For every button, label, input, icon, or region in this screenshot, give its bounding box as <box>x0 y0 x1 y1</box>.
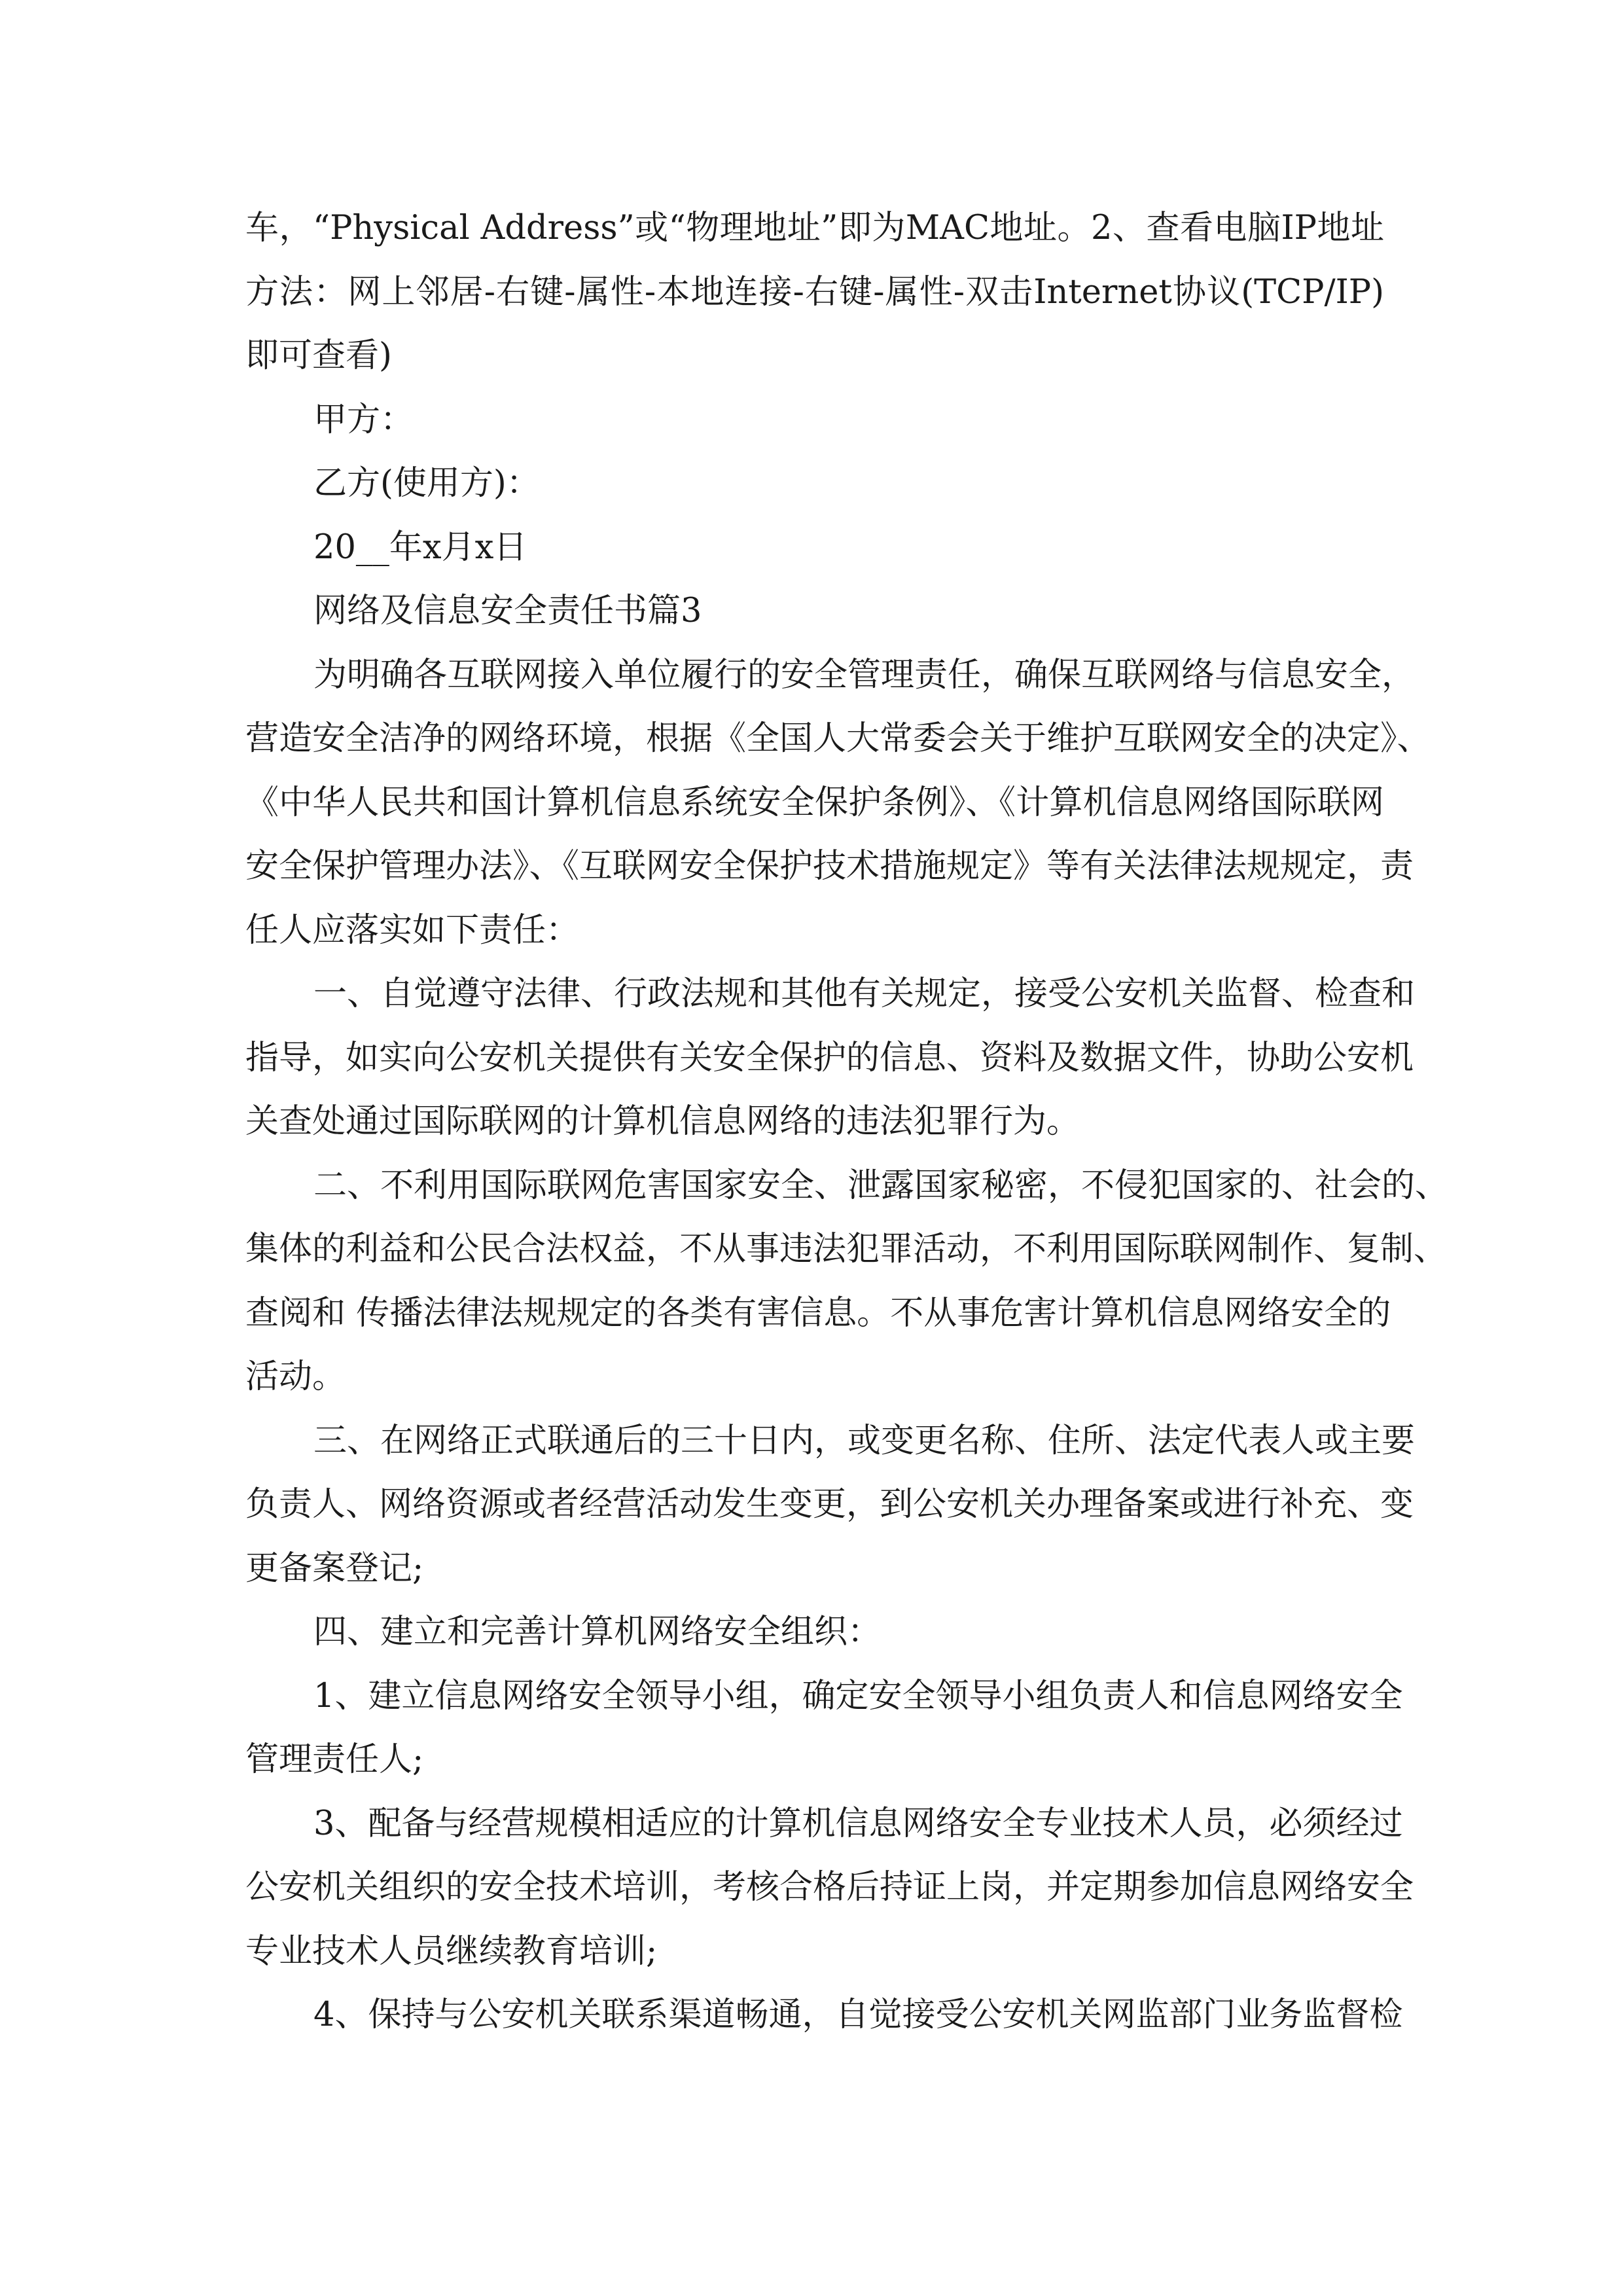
text-line <box>245 962 1416 1026</box>
text-line <box>245 1282 1391 1346</box>
text-line-content: 《中华人民共和国计算机信息系统安全保护条例》、《计算机信息网络国际联网 <box>245 783 1384 822</box>
text-line-content: 管理责任人; <box>245 1740 424 1779</box>
text-line-content: 活动。 <box>245 1357 346 1396</box>
text-line-content: 集体的利益和公民合法权益，不从事违法犯罪活动，不利用国际联网制作、复制、 <box>245 1230 1448 1268</box>
text-line-content: 20__年x月x日 <box>313 528 527 567</box>
text-line <box>245 1345 1384 1409</box>
text-line-content: 负责人、网络资源或者经营活动发生变更，到公安机关办理备案或进行补充、变 <box>245 1485 1414 1524</box>
text-line-content: 4、保持与公安机关联系渠道畅通，自觉接受公安机关网监部门业务监督检 <box>313 1996 1403 2034</box>
text-line-content: 方法：网上邻居-右键-属性-本地连接-右键-属性-双击Internet协议(TCP/IP) <box>245 272 1384 312</box>
text-line-content: 为明确各互联网接入单位履行的安全管理责任，确保互联网络与信息安全， <box>313 655 1416 694</box>
text-line <box>245 1090 1384 1154</box>
text-line-content: 更备案登记; <box>245 1549 424 1588</box>
text-line-content: 车，“Physical Address”或“物理地址”即为MAC地址。2、查看电脑IP地址 <box>245 209 1384 247</box>
text-line <box>245 1154 1449 1218</box>
text-line-content: 甲方： <box>313 400 414 439</box>
text-line <box>245 1856 1414 1920</box>
text-line <box>245 1728 1384 1792</box>
text-line <box>245 1026 1414 1090</box>
text-line-content: 三、在网络正式联通后的三十日内，或变更名称、住所、法定代表人或主要 <box>313 1421 1416 1460</box>
text-line <box>245 324 1384 388</box>
text-line-content: 3、配备与经营规模相适应的计算机信息网络安全专业技术人员，必须经过 <box>313 1804 1403 1843</box>
text-line-content: 查阅和 传播法律法规规定的各类有害信息。不从事危害计算机信息网络安全的 <box>245 1293 1391 1333</box>
text-line <box>245 516 1384 580</box>
text-line-content: 网络及信息安全责任书篇3 <box>313 592 702 630</box>
text-line-content: 安全保护管理办法》、《互联网安全保护技术措施规定》等有关法律法规规定，责 <box>245 847 1414 886</box>
text-line-content: 关查处通过国际联网的计算机信息网络的违法犯罪行为。 <box>245 1102 1080 1141</box>
text-line <box>245 1409 1416 1473</box>
text-line <box>245 771 1384 835</box>
text-line-content: 专业技术人员继续教育培训; <box>245 1931 658 1971</box>
text-line <box>245 1920 1384 1984</box>
text-line <box>245 1217 1448 1282</box>
text-line <box>245 1537 1384 1601</box>
text-line-content: 公安机关组织的安全技术培训，考核合格后持证上岗，并定期参加信息网络安全 <box>245 1868 1414 1907</box>
text-line-content: 指导，如实向公安机关提供有关安全保护的信息、资料及数据文件，协助公安机 <box>245 1038 1414 1077</box>
text-line-content: 乙方(使用方)： <box>313 464 540 503</box>
document-body <box>245 196 1449 2047</box>
text-line-content: 1、建立信息网络安全领导小组，确定安全领导小组负责人和信息网络安全 <box>313 1676 1403 1715</box>
text-line <box>245 1983 1403 2047</box>
text-line-content: 四、建立和完善计算机网络安全组织： <box>313 1613 882 1651</box>
text-line <box>245 899 1384 963</box>
text-line <box>245 388 1384 452</box>
text-line <box>245 579 1384 643</box>
text-line-content: 营造安全洁净的网络环境，根据《全国人大常委会关于维护互联网安全的决定》、 <box>245 719 1431 758</box>
text-line <box>245 707 1431 771</box>
text-line <box>245 1473 1414 1537</box>
text-line-content: 任人应落实如下责任： <box>245 910 580 950</box>
text-line <box>245 196 1384 260</box>
text-line <box>245 834 1414 899</box>
text-line <box>245 260 1384 325</box>
text-line <box>245 1600 1384 1664</box>
text-line <box>245 643 1416 708</box>
text-line-content: 一、自觉遵守法律、行政法规和其他有关规定，接受公安机关监督、检查和 <box>313 975 1416 1013</box>
text-line <box>245 452 1384 516</box>
text-line <box>245 1792 1403 1856</box>
text-line <box>245 1664 1403 1729</box>
text-line-content: 二、不利用国际联网危害国家安全、泄露国家秘密，不侵犯国家的、社会的、 <box>313 1166 1449 1205</box>
text-line-content: 即可查看) <box>245 336 392 375</box>
